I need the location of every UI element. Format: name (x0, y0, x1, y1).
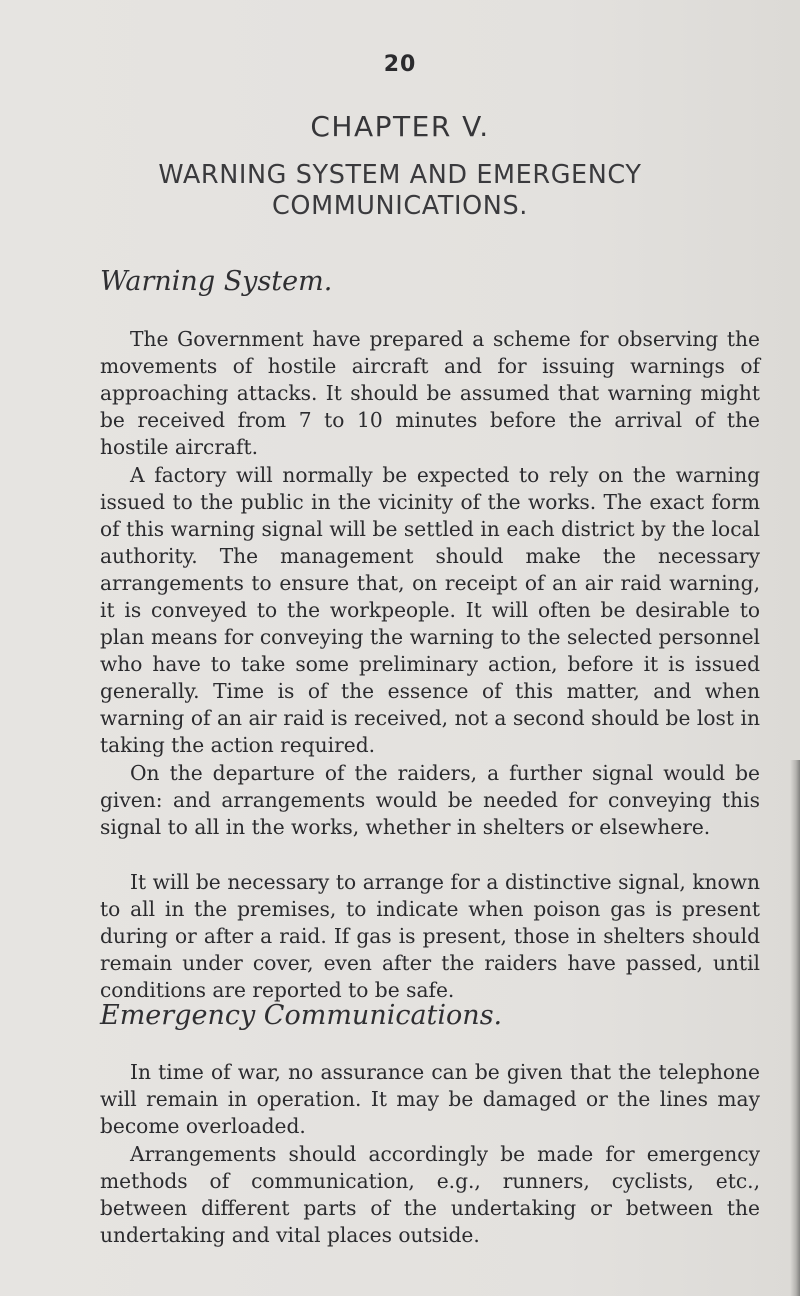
paragraph: Arrangements should accordingly be made for emergency methods of communication, e.g., runners, cyclists, etc., between different parts of the undertaking or between the undertaking and vital places outside. (100, 1142, 760, 1247)
page-number: 20 (383, 52, 417, 77)
section-heading-warning-system: Warning System. (100, 266, 333, 297)
chapter-heading: CHAPTER V. (310, 110, 490, 143)
paragraph: A factory will normally be expected to rely on the warning issued to the public in the vicinity of the works. The exact form of this warning signal will be settled in each district by the local authority. The management should make the necessary arrangements to ensure that, on receipt of an air raid warning, it is conveyed to the workpeople. It will often be desirable to plan means for conveying the warning to the selected personnel who have to take some preliminary action, before it is issued generally. Time is of the essence of this matter, and when warning of an air raid is received, not a second should be lost in taking the action required. (100, 463, 760, 757)
paragraph: In time of war, no assurance can be given that the telephone will remain in operation. It may be damaged or the lines may become overloaded. (100, 1060, 760, 1138)
paragraph: On the departure of the raiders, a further signal would be given: and arrangements would be needed for conveying this signal to all in the works, whether in shelters or elsewhere. (100, 761, 760, 839)
section-heading-emergency-communications: Emergency Communications. (100, 1000, 503, 1031)
page-edge-shadow (790, 760, 800, 1296)
paragraph: The Government have prepared a scheme for observing the movements of hostile aircraft and for issuing warnings of approaching attacks. It should be assumed that warning might be received from 7 to 10 minutes before the arrival of the hostile aircraft. (100, 327, 760, 459)
chapter-title: WARNING SYSTEM AND EMERGENCY COMMUNICATIONS. (158, 160, 642, 221)
paragraph: It will be necessary to arrange for a distinctive signal, known to all in the premises, to indicate when poison gas is present during or after a raid. If gas is present, those in shelters should remain under cover, even after the raiders have passed, until conditions are reported to be safe. (100, 870, 760, 1002)
